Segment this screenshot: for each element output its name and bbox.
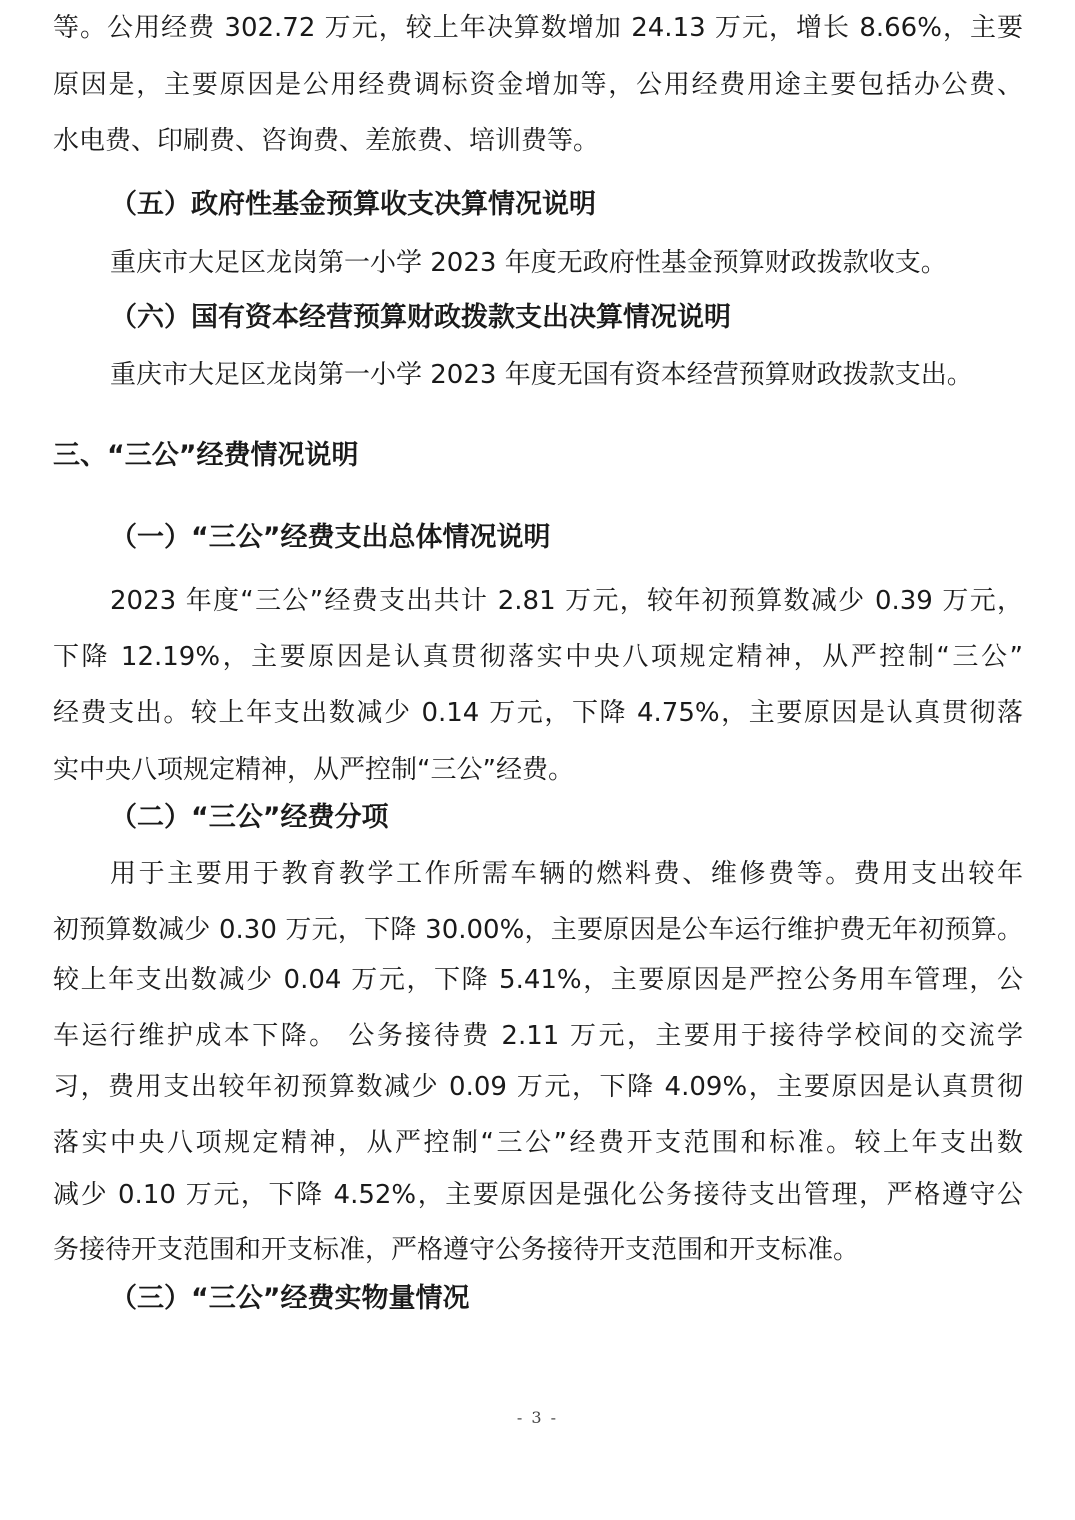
paragraph-line: 经费支出。较上年支出数减少 0.14 万元，下降 4.75%，主要原因是认真贯彻落: [53, 698, 1023, 728]
paragraph-line: 用于主要用于教育教学工作所需车辆的燃料费、维修费等。费用支出较年: [110, 859, 1023, 889]
paragraph-line: 习，费用支出较年初预算数减少 0.09 万元，下降 4.09%，主要原因是认真贯彻: [53, 1072, 1023, 1102]
paragraph-line: 减少 0.10 万元，下降 4.52%，主要原因是强化公务接待支出管理，严格遵守公: [53, 1180, 1023, 1210]
paragraph-line: 重庆市大足区龙岗第一小学 2023 年度无国有资本经营预算财政拨款支出。: [110, 360, 973, 390]
paragraph-line: 务接待开支范围和开支标准，严格遵守公务接待开支范围和开支标准。: [53, 1235, 860, 1265]
paragraph-line: 车运行维护成本下降。 公务接待费 2.11 万元，主要用于接待学校间的交流学: [53, 1021, 1023, 1051]
paragraph-line: 初预算数减少 0.30 万元，下降 30.00%，主要原因是公车运行维护费无年初预算。: [53, 915, 1023, 945]
paragraph-line: 下降 12.19%，主要原因是认真贯彻落实中央八项规定精神，从严控制“三公”: [53, 642, 1023, 672]
section-heading: （五）政府性基金预算收支决算情况说明: [110, 189, 596, 220]
section-heading: （二）“三公”经费分项: [110, 802, 389, 833]
section-heading: （六）国有资本经营预算财政拨款支出决算情况说明: [110, 302, 731, 333]
paragraph-line: 水电费、印刷费、咨询费、差旅费、培训费等。: [53, 126, 600, 156]
chapter-heading: 三、“三公”经费情况说明: [53, 440, 359, 471]
paragraph-line: 较上年支出数减少 0.04 万元，下降 5.41%，主要原因是严控公务用车管理，公: [53, 965, 1023, 995]
paragraph-line: 等。公用经费 302.72 万元，较上年决算数增加 24.13 万元，增长 8.66%，主要: [53, 13, 1023, 43]
paragraph-line: 原因是，主要原因是公用经费调标资金增加等，公用经费用途主要包括办公费、: [53, 70, 1023, 100]
paragraph-line: 重庆市大足区龙岗第一小学 2023 年度无政府性基金预算财政拨款收支。: [110, 248, 947, 278]
section-heading: （一）“三公”经费支出总体情况说明: [110, 522, 551, 553]
paragraph-line: 实中央八项规定精神，从严控制“三公”经费。: [53, 755, 574, 785]
section-heading: （三）“三公”经费实物量情况: [110, 1283, 470, 1314]
paragraph-line: 落实中央八项规定精神，从严控制“三公”经费开支范围和标准。较上年支出数: [53, 1128, 1023, 1158]
paragraph-line: 2023 年度“三公”经费支出共计 2.81 万元，较年初预算数减少 0.39 万元，: [110, 586, 1023, 616]
page-number: - 3 -: [516, 1408, 559, 1427]
